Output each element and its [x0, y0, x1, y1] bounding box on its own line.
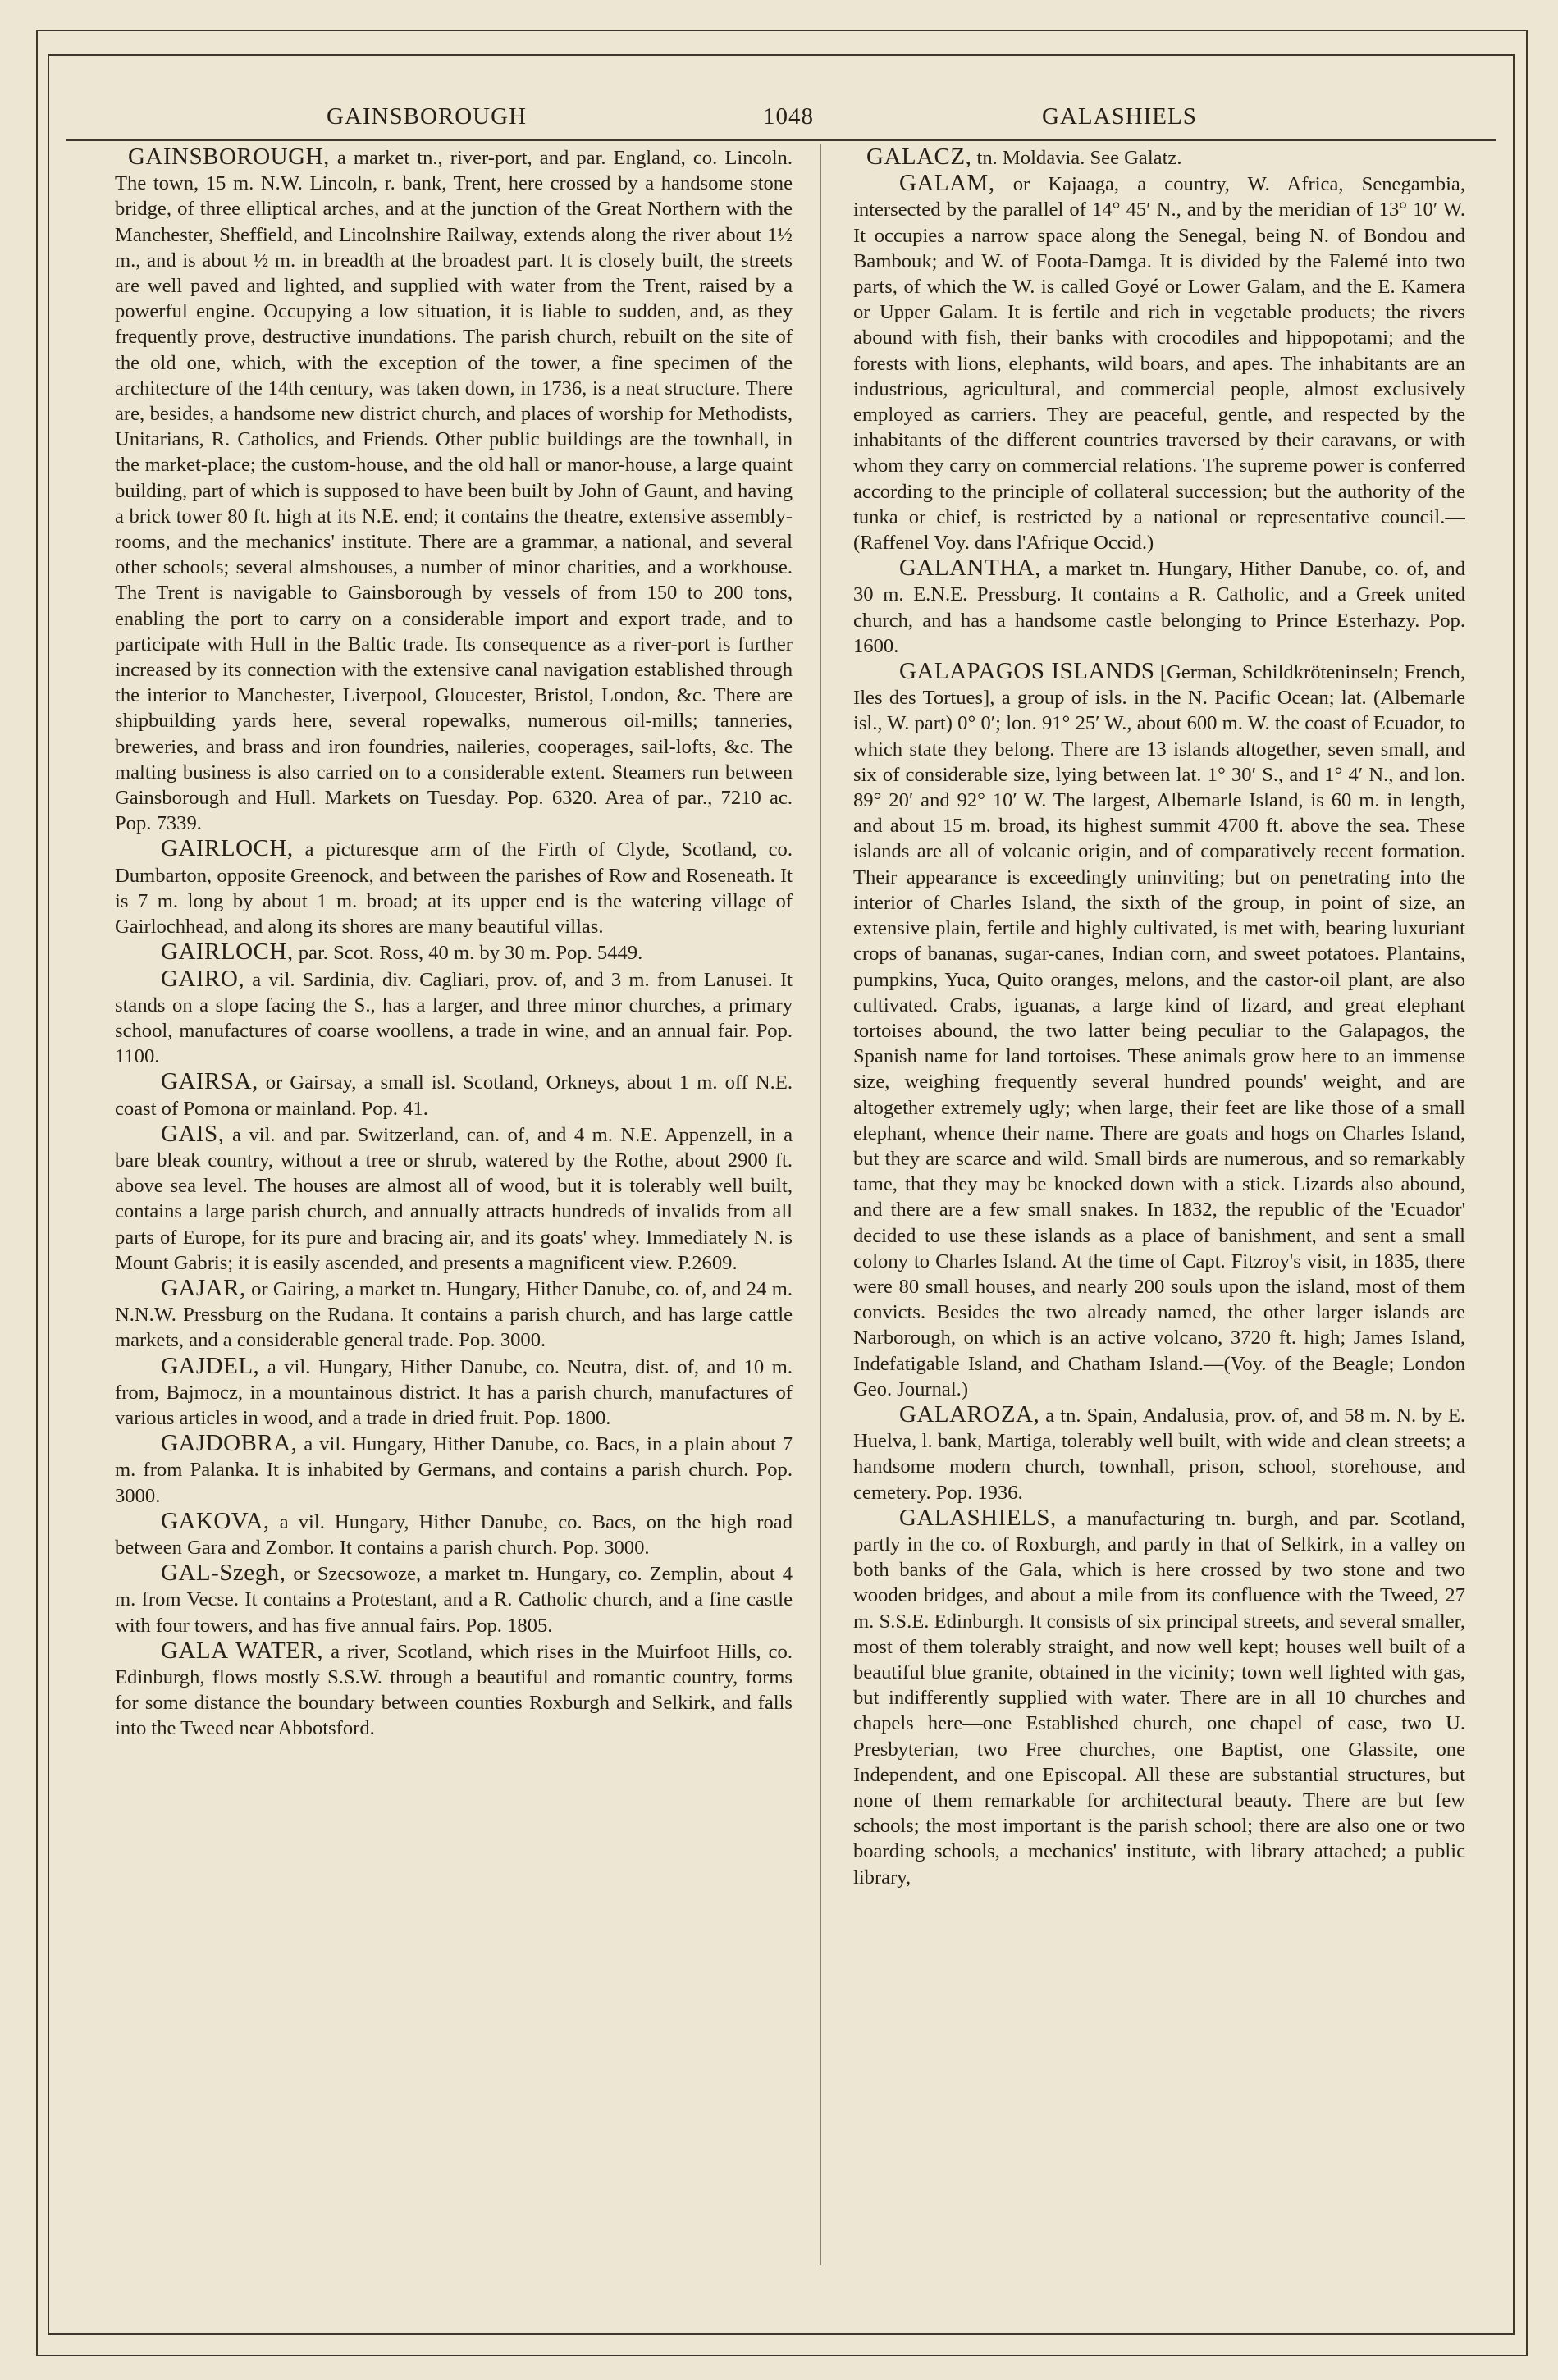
- header-left-word: GAINSBOROUGH: [327, 103, 528, 130]
- entry-text: a market tn., river-port, and par. England, co. Lincoln. The town, 15 m. N.W. Lincoln, r. bank, Trent, here crossed by a handsome stone bridge, of three elliptical arches, and at the junction of the Great Northern with the Manchester, Sheffield, and Lincolnshire Railway, extends along the river about 1½ m., and is about ½ m. in breadth at the broadest part. It is closely built, the streets are well paved and lighted, and supplied with water from the Trent, raised by a powerful engine. Occupying a low situation, it is liable to sudden, and, as they frequently prove, destructive inundations. The parish church, rebuilt on the site of the old one, which, with the exception of the tower, a fine specimen of the architecture of the 14th century, was taken down, in 1736, is a neat structure. There are, besides, a handsome new district church, and places of worship for Methodists, Unitarians, R. Catholics, and Friends. Other public buildings are the townhall, in the market-place; the custom-house, and the old hall or manor-house, a large quaint building, part of which is supposed to have been built by John of Gaunt, and having a brick tower 80 ft. high at its N.E. end; it contains the theatre, extensive assembly-rooms, and the mechanics' institute. There are a grammar, a national, and several other schools; several almshouses, a number of minor charities, and a workhouse. The Trent is navigable to Gainsborough by vessels of from 150 to 200 tons, enabling the port to carry on a considerable import and export trade, and to participate with Hull in the Baltic trade. Its consequence as a river-port is further increased by its connection with the extensive canal navigation established through the interior to Manchester, Liverpool, Gloucester, Bristol, London, &c. There are shipbuilding yards here, several ropewalks, numerous oil-mills; tanneries, breweries, and brass and iron foundries, naileries, cooperages, sail-lofts, &c. The malting business is also carried on to a considerable extent. Steamers run between Gainsborough and Hull. Markets on Tuesday. Pop. 6320. Area of par., 7210 ac. Pop. 7339.: [115, 147, 793, 835]
- page-number: 1048: [763, 103, 814, 130]
- entry-headword: GAJDOBRA,: [161, 1430, 298, 1457]
- entry-text: a vil. Hungary, Hither Danube, co. Bacs, in a plain about 7 m. from Palanka. It is inhabited by Germans, and contains a parish church. Pop. 3000.: [115, 1433, 793, 1507]
- gazetteer-entry: [115, 1509, 793, 1560]
- entry-text: or Gairing, a market tn. Hungary, Hither Danube, co. of, and 24 m. N.N.W. Pressburg on the Rudana. It contains a parish church, and has large cattle markets, and a considerable general trade. Pop. 3000.: [115, 1277, 793, 1352]
- entry-text: or Gairsay, a small isl. Scotland, Orkneys, about 1 m. off N.E. coast of Pomona or mainland. Pop. 41.: [115, 1071, 793, 1120]
- entry-text: or Szecsowoze, a market tn. Hungary, co. Zemplin, about 4 m. from Vecse. It contains a Protestant, and a R. Catholic church, and a fine castle with four towers, and has five annual fairs. Pop. 1805.: [115, 1563, 793, 1637]
- entry-text: a market tn. Hungary, Hither Danube, co. of, and 30 m. E.N.E. Pressburg. It contains a R. Catholic, and a Greek united church, and has a handsome castle belonging to Prince Esterhazy. Pop. 1600.: [853, 558, 1465, 657]
- gazetteer-entry: [853, 1402, 1465, 1505]
- entry-headword: GAKOVA,: [161, 1507, 270, 1534]
- entry-text: [German, Schildkröteninseln; French, Iles des Tortues], a group of isls. in the N. Pacific Ocean; lat. (Albemarle isl., W. part) 0° 0′; lon. 91° 25′ W., about 600 m. W. the coast of Ecuador, to which state they belong. There are 13 islands altogether, seven small, and six of considerable size, lying between lat. 1° 30′ S., and 1° 4′ N., and lon. 89° 20′ and 92° 10′ W. The largest, Albemarle Island, is 60 m. in length, and about 15 m. broad, its highest summit 4700 ft. above the sea. These islands are all of volcanic origin, and of comparatively recent formation. Their appearance is exceedingly uninviting; but on penetrating into the interior of Charles Island, the sixth of the group, in point of size, an extensive plain, fertile and highly cultivated, is met with, bearing luxuriant crops of bananas, sugar-canes, Indian corn, and sweet potatoes. Plantains, pumpkins, Yuca, Quito oranges, melons, and the castor-oil plant, are also cultivated. Crabs, iguanas, a large kind of lizard, and great elephant tortoises abound, the two latter being peculiar to the Galapagos, the Spanish name for land tortoises. These animals grow here to an immense size, weighing frequently several hundred pounds' weight, and are altogether extremely ugly; when large, their feet are like those of a small elephant, whence their name. There are goats and hogs on Charles Island, but they are scarce and wild. Small birds are numerous, and so remarkably tame, that they may be knocked down with a stick. Lizards also abound, and there are a few small snakes. In 1832, the republic of the 'Ecuador' decided to use these islands as a place of banishment, and sent a small colony to Charles Island. At the time of Capt. Fitzroy's visit, in 1835, there were 80 small houses, and nearly 200 souls upon the island, most of them convicts. Besides the two already named, the other larger islands are Narborough, on which is an active volcano, 3720 ft. high; James Island, Indefatigable Island, and Chatham Island.—(Voy. of the Beagle; London Geo. Journal.): [853, 661, 1465, 1400]
- gazetteer-entry: [115, 1276, 793, 1354]
- entry-headword: GALASHIELS,: [899, 1504, 1057, 1531]
- gazetteer-entry: [115, 1431, 793, 1509]
- gazetteer-entry: [115, 939, 793, 966]
- gazetteer-entry: [115, 1354, 793, 1432]
- gazetteer-entry: [115, 1069, 793, 1121]
- entry-headword: GALAM,: [899, 170, 995, 197]
- entry-text: a manufacturing tn. burgh, and par. Scotland, partly in the co. of Roxburgh, and partly in that of Selkirk, in a valley on both banks of the Gala, which is here crossed by two stone and two wooden bridges, and about a mile from its confluence with the Tweed, 27 m. S.S.E. Edinburgh. It consists of six principal streets, and several smaller, most of them tolerably straight, and now well kept; houses well built of a beautiful blue granite, obtained in the vicinity; town well lighted with gas, but indifferently supplied with water. There are in all 10 churches and chapels here—one Established church, one chapel of ease, two U. Presbyterian, two Free churches, one Baptist, one Glassite, one Independent, and one Episcopal. All these are substantial structures, but none of them remarkable for architectural beauty. There are but few schools; the most important is the parish school; there are also one or two boarding schools, a mechanics' institute, with library attached; a public library,: [853, 1507, 1465, 1889]
- entry-headword: GAJDEL,: [161, 1352, 260, 1379]
- entry-text: a vil. and par. Switzerland, can. of, and 4 m. N.E. Appenzell, in a bare bleak country, without a tree or shrub, watered by the Rothe, about 2900 ft. above sea level. The houses are almost all of wood, but it is tolerably well built, contains a large parish church, and annually attracts hundreds of invalids from all parts of Europe, for its pure and bracing air, and its goats' whey. Immediately N. is Mount Gabris; it is easily ascended, and presents a magnificent view. P.2609.: [115, 1123, 793, 1274]
- entry-headword: GAIRLOCH,: [161, 835, 294, 862]
- entry-headword: GALAROZA,: [899, 1400, 1040, 1428]
- header-right-word: GALASHIELS: [1042, 103, 1197, 130]
- gazetteer-entry: [115, 144, 793, 836]
- gazetteer-entry: [853, 555, 1465, 659]
- gazetteer-entry: [115, 1121, 793, 1276]
- entry-text: a picturesque arm of the Firth of Clyde, Scotland, co. Dumbarton, opposite Greenock, and between the parishes of Row and Roseneath. It is 7 m. long by about 1 m. broad; at its upper end is the watering village of Gairlochhead, and along its shores are many beautiful villas.: [115, 838, 793, 939]
- entry-text: or Kajaaga, a country, W. Africa, Senegambia, intersected by the parallel of 14° 45′ N., and by the meridian of 13° 10′ W. It occupies a narrow space along the Senegal, being N. of Bondou and Bambouk; and W. of Foota-Damga. It is divided by the Falemé into two parts, of which the W. is called Goyé or Lower Galam, and the E. Kamera or Upper Galam. It is fertile and rich in vegetable products; the rivers abound with fish, their banks with crocodiles and hippopotami; and the forests with lions, elephants, wild boars, and apes. The inhabitants are an industrious, agricultural, and commercial people, almost exclusively employed as carriers. They are peaceful, gentle, and respected by the inhabitants of the different countries traversed by their caravans, or with whom they carry on commercial relations. The supreme power is conferred according to the principle of collateral succession; but the authority of the tunka or chief, is restricted by a national or representative council.—(Raffenel Voy. dans l'Afrique Occid.): [853, 173, 1465, 555]
- left-column: [115, 144, 793, 2265]
- column-divider: [820, 144, 821, 2265]
- entry-headword: GAIRLOCH,: [161, 939, 294, 966]
- gazetteer-entry: [853, 171, 1465, 555]
- gazetteer-entry: [115, 966, 793, 1070]
- entry-text: a vil. Sardinia, div. Cagliari, prov. of, and 3 m. from Lanusei. It stands on a slope facing the S., has a larger, and three minor churches, a primary school, manufactures of coarse woollens, a trade in wine, and an annual fair. Pop. 1100.: [115, 968, 793, 1068]
- entry-headword: GALANTHA,: [899, 555, 1041, 582]
- gazetteer-entry: [115, 1560, 793, 1638]
- header-rule: [66, 139, 1496, 141]
- entry-headword: GALAPAGOS ISLANDS: [899, 658, 1155, 685]
- entry-text: par. Scot. Ross, 40 m. by 30 m. Pop. 5449.: [293, 942, 643, 965]
- entry-text: a river, Scotland, which rises in the Muirfoot Hills, co. Edinburgh, flows mostly S.S.W. through a beautiful and romantic country, forms for some distance the boundary between counties Roxburgh and Selkirk, and falls into the Tweed near Abbotsford.: [115, 1640, 793, 1740]
- gazetteer-entry: [115, 836, 793, 939]
- entry-text: tn. Moldavia. See Galatz.: [971, 147, 1182, 169]
- entry-text: a vil. Hungary, Hither Danube, co. Bacs, on the high road between Gara and Zombor. It contains a parish church. Pop. 3000.: [115, 1510, 793, 1559]
- entry-headword: GAIRSA,: [161, 1068, 258, 1095]
- entry-headword: GALA WATER,: [161, 1637, 324, 1664]
- gazetteer-entry: [853, 144, 1465, 171]
- entry-text: a tn. Spain, Andalusia, prov. of, and 58 m. N. by E. Huelva, l. bank, Martiga, tolerably well built, with wide and clean streets; a handsome modern church, townhall, prison, school, storehouse, and cemetery. Pop. 1936.: [853, 1404, 1465, 1504]
- right-column: [853, 144, 1465, 2265]
- running-header: [66, 97, 1496, 135]
- gazetteer-entry: [853, 659, 1465, 1402]
- entry-headword: GAL-Szegh,: [161, 1560, 286, 1587]
- entry-headword: GAINSBOROUGH,: [128, 144, 330, 170]
- gazetteer-entry: [853, 1505, 1465, 1890]
- entry-headword: GAIRO,: [161, 965, 245, 992]
- entry-headword: GAIS,: [161, 1120, 225, 1147]
- gazetteer-entry: [115, 1638, 793, 1742]
- entry-headword: GALACZ,: [866, 144, 972, 170]
- entry-headword: GAJAR,: [161, 1274, 246, 1301]
- entry-text: a vil. Hungary, Hither Danube, co. Neutra, dist. of, and 10 m. from, Bajmocz, in a mountainous district. It has a parish church, manufactures of various articles in wood, and a trade in dried fruit. Pop. 1800.: [115, 1355, 793, 1429]
